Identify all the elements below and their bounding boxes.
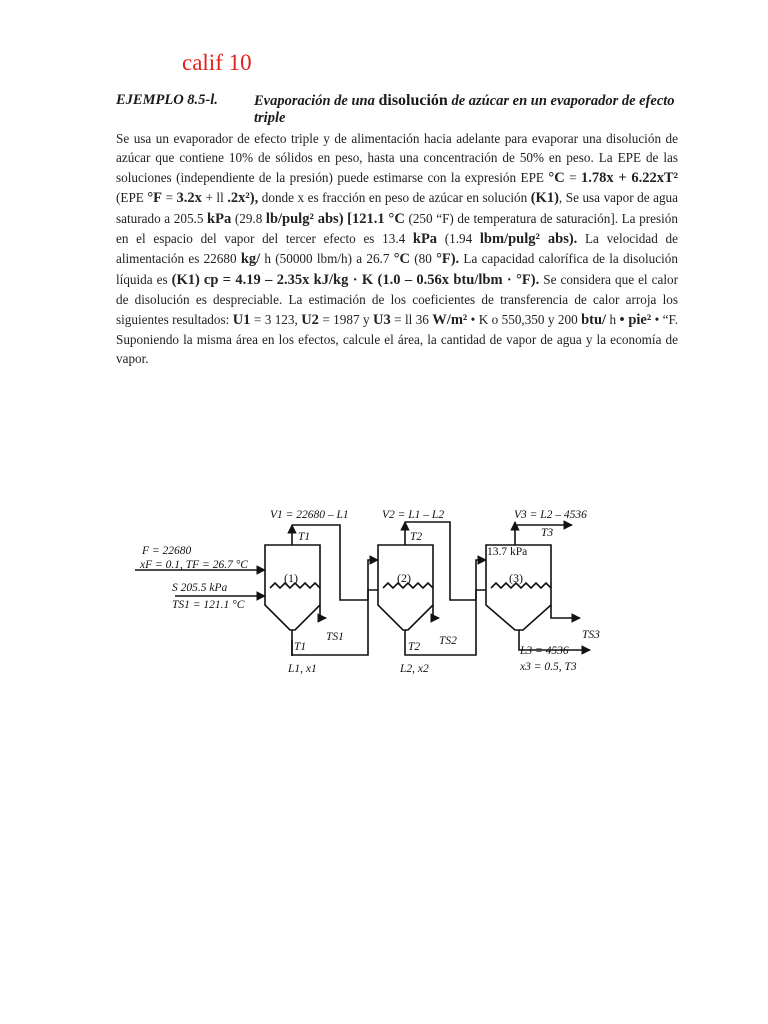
effect-2-label: (2)	[397, 571, 411, 585]
paragraph-emphasis: °F	[147, 190, 163, 207]
paragraph-emphasis: cp = 4.19 – 2.35x kJ/kg · K (1.0 – 0.56x btu/lbm · °F).	[203, 271, 540, 288]
liquid-2-label: L2, x2	[400, 663, 429, 675]
paragraph-emphasis: kPa	[412, 231, 438, 248]
paragraph-emphasis: °F).	[436, 251, 460, 268]
condensate-1-label: TS1	[326, 631, 344, 643]
paragraph-emphasis: btu/	[581, 311, 607, 328]
paragraph-text: =	[162, 190, 177, 206]
paragraph-text: (1.94	[437, 231, 480, 247]
paragraph-text: donde x es fracción en peso de azúcar en solución	[258, 190, 531, 206]
paragraph-emphasis: °C	[548, 169, 565, 186]
vapor-2-label: V2 = L1 – L2	[382, 509, 445, 521]
paragraph-emphasis: U3	[372, 311, 391, 328]
paragraph-emphasis: U2	[301, 311, 319, 328]
paragraph-text: La velocidad de alimentación es 22680	[116, 231, 678, 267]
paragraph-text: , Se usa vapor de agua saturado a 205.5	[116, 190, 679, 226]
paragraph-text: (250 “F) de temperatura de saturación]. La presión en el espacio del vapor del tercer efecto es 13.4	[116, 210, 678, 247]
condensate-2-label: TS2	[439, 635, 457, 647]
paragraph-emphasis: 1.78x + 6.22xT²	[580, 169, 678, 186]
paragraph-emphasis: W/m²	[432, 311, 468, 328]
paragraph-text: • “F. Suponiendo la misma área en los efectos, calcule el área, la cantidad de vapor de agua y la economía de vapor.	[116, 311, 679, 367]
paragraph-emphasis: kg/	[240, 251, 261, 268]
effect-1-body	[265, 545, 320, 630]
evaporator-diagram	[110, 500, 610, 695]
vapor-1-label: V1 = 22680 – L1	[270, 509, 349, 521]
effect-2-body	[378, 545, 433, 630]
effect-1-temp-top: T1	[298, 531, 311, 543]
effect-3-pressure: 13.7 kPa	[487, 546, 528, 558]
paragraph-emphasis: [121.1 °C	[347, 210, 405, 227]
paragraph-text: = ll 36	[390, 311, 433, 327]
effect-3-temp-top: T3	[541, 527, 554, 539]
paragraph-text: (29.8	[231, 210, 266, 226]
title-bold: disolución	[378, 92, 448, 109]
effect-3-label: (3)	[509, 571, 523, 585]
paragraph-emphasis: (K1)	[530, 190, 559, 207]
title-part-2: de azúcar en un evaporador de efecto triple	[254, 93, 675, 126]
paragraph-emphasis: • pie²	[619, 311, 652, 328]
paragraph-text: Se usa un evaporador de efecto triple y de alimentación hacia adelante para evaporar una disolución de azúcar que contiene 10% de sólidos en peso, hasta una concentración de 50% en peso. La EPE de las soluciones (independiente de la presión) puede estimarse con la expresión EPE	[116, 131, 678, 185]
paragraph-emphasis: .2x²),	[227, 190, 259, 207]
paragraph-text: = 1987 y	[318, 311, 373, 327]
paragraph-emphasis: 3.2x	[176, 190, 202, 207]
paragraph-emphasis: kPa	[207, 210, 232, 227]
paragraph-text: = 3 123,	[250, 311, 302, 327]
paragraph-text: (EPE	[116, 190, 148, 206]
effect-2-temp-top: T2	[410, 531, 423, 543]
problem-statement	[116, 92, 678, 369]
example-title	[254, 92, 678, 127]
paragraph-emphasis: (K1)	[171, 271, 200, 288]
paragraph-text: La capacidad calorífica de la disolución líquida es	[116, 251, 678, 287]
title-part-1: Evaporación de una	[254, 93, 379, 109]
paragraph-emphasis: U1	[232, 311, 251, 328]
feed-rate-label: F = 22680	[142, 545, 192, 557]
effect-2-temp-bottom: T2	[408, 641, 421, 653]
paragraph-text: h	[606, 311, 620, 327]
problem-paragraph	[116, 129, 678, 369]
example-number: EJEMPLO 8.5-l.	[116, 92, 218, 108]
paragraph-text: Se considera que el calor de disolución es despreciable. La estimación de los coeficientes de transferencia de calor arroja los siguientes resultados:	[116, 271, 678, 327]
steam-pressure-label: S 205.5 kPa	[172, 582, 228, 594]
grade-annotation: calif 10	[182, 50, 252, 75]
feed-condition-label: xF = 0.1, TF = 26.7 °C	[140, 559, 248, 571]
paragraph-emphasis: lbm/pulg² abs).	[479, 231, 578, 248]
paragraph-text: =	[564, 169, 581, 185]
triple-effect-schematic	[110, 500, 610, 690]
effect-1-temp-bottom: T1	[294, 641, 307, 653]
effect-1-label: (1)	[284, 571, 298, 585]
paragraph-text: + ll	[201, 190, 228, 206]
paragraph-emphasis: °C	[393, 251, 410, 268]
condensate-3-label: TS3	[582, 629, 600, 641]
paragraph-text: h (50000 lbm/h) a 26.7	[260, 251, 394, 267]
paragraph-text: • K o 550,350 y 200	[467, 311, 582, 327]
paragraph-text: (80	[409, 251, 437, 267]
product-label: x3 = 0.5, T3	[520, 661, 577, 673]
liquid-3-label: L3 = 4536	[520, 645, 569, 657]
liquid-1-label: L1, x1	[288, 663, 317, 675]
steam-temp-label: TS1 = 121.1 °C	[172, 599, 245, 611]
example-heading	[116, 92, 678, 127]
paragraph-emphasis: lb/pulg² abs)	[265, 210, 344, 227]
vapor-3-label: V3 = L2 – 4536	[514, 509, 587, 521]
